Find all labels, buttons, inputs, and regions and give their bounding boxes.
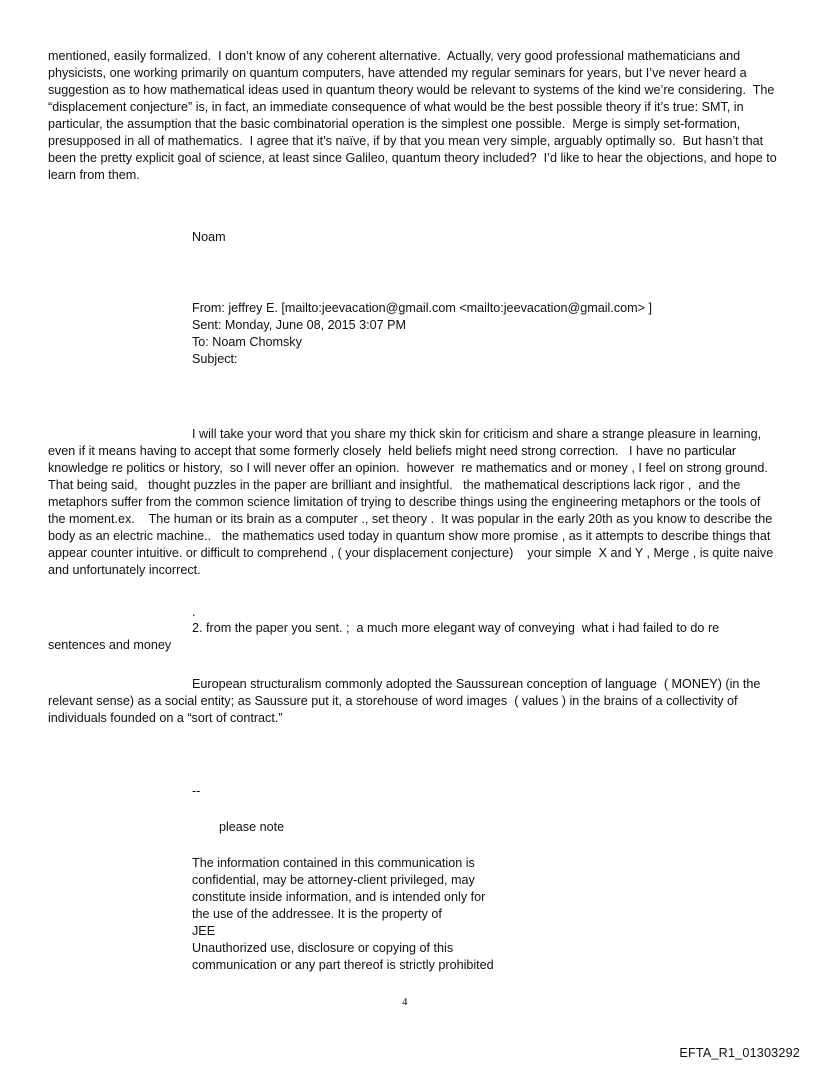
signature-separator: -- bbox=[192, 784, 201, 798]
notice-line: the use of the addressee. It is the property of bbox=[192, 907, 442, 921]
notice-line: constitute inside information, and is intended only for bbox=[192, 890, 486, 904]
signature: Noam bbox=[192, 230, 226, 244]
bates-number: EFTA_R1_01303292 bbox=[679, 1046, 800, 1060]
please-note-heading: please note bbox=[219, 820, 285, 834]
header-subject: Subject: bbox=[192, 352, 238, 366]
reply-paragraph: I will take your word that you share my thick skin for criticism and share a strange pleasure in learning, even if it means having to accept that some formerly closely held beliefs might need strong correction. I have no particular knowledge re politics or history, so I will never offer an opinion. however re mathematics and or money , I feel on strong ground. That being said, thought puzzles in the paper are brilliant and insightful. the mathematical descriptions lack rigor , and the metaphors suffer from the common science limitation of trying to describe things using the engineering metaphors or the tools of the moment.ex. The human or its brain as a computer ., set theory . It was popular in the early 20th as you know to describe the body as an electric machine.. the mathematics used today in quantum show more promise , as it attempts to describe things that appear counter intuitive. or difficult to comprehend , ( your displacement conjecture) your simple X and Y , Merge , is quite naive and unfortunately incorrect. bbox=[48, 427, 777, 577]
confidentiality-notice bbox=[192, 855, 532, 974]
notice-line: JEE bbox=[192, 924, 216, 938]
header-from: From: jeffrey E. [mailto:jeevacation@gmail.com <mailto:jeevacation@gmail.com> ] bbox=[192, 301, 652, 315]
notice-line: confidential, may be attorney-client privileged, may bbox=[192, 873, 475, 887]
email-header bbox=[192, 300, 752, 368]
header-sent: Sent: Monday, June 08, 2015 3:07 PM bbox=[192, 318, 407, 332]
notice-line: The information contained in this communication is bbox=[192, 856, 475, 870]
opening-paragraph: mentioned, easily formalized. I don’t know of any coherent alternative. Actually, very good professional mathematicians and physicists, one working primarily on quantum computers, have attended my regular seminars for years, but I’ve never heard a suggestion as to how mathematical ideas used in quantum theory would be relevant to systems of the kind we’re considering. The “displacement conjecture” is, in fact, an immediate consequence of what would be the best possible theory if it’s true: SMT, in particular, the assumption that the basic combinatorial operation is the simplest one possible. Merge is simply set-formation, presupposed in all of mathematics. I agree that it’s naïve, if by that you mean very simple, arguably optimally so. But hasn’t that been the pretty explicit goal of science, at least since Galileo, quantum theory included? I’d like to hear the objections, and hope to learn from them. bbox=[48, 49, 781, 182]
point-two: 2. from the paper you sent. ; a much more elegant way of conveying what i had failed to do re sentences and money bbox=[48, 621, 723, 652]
page-number: 4 bbox=[402, 996, 408, 1008]
header-to: To: Noam Chomsky bbox=[192, 335, 302, 349]
notice-line: Unauthorized use, disclosure or copying of this bbox=[192, 941, 454, 955]
notice-line: communication or any part thereof is strictly prohibited bbox=[192, 958, 494, 972]
separator-dot: . bbox=[192, 605, 196, 619]
saussure-quote: European structuralism commonly adopted the Saussurean conception of language ( MONEY) (in the relevant sense) as a social entity; as Saussure put it, a storehouse of word images ( values ) in the brains of a collectivity of individuals founded on a “sort of contract.” bbox=[48, 677, 764, 725]
